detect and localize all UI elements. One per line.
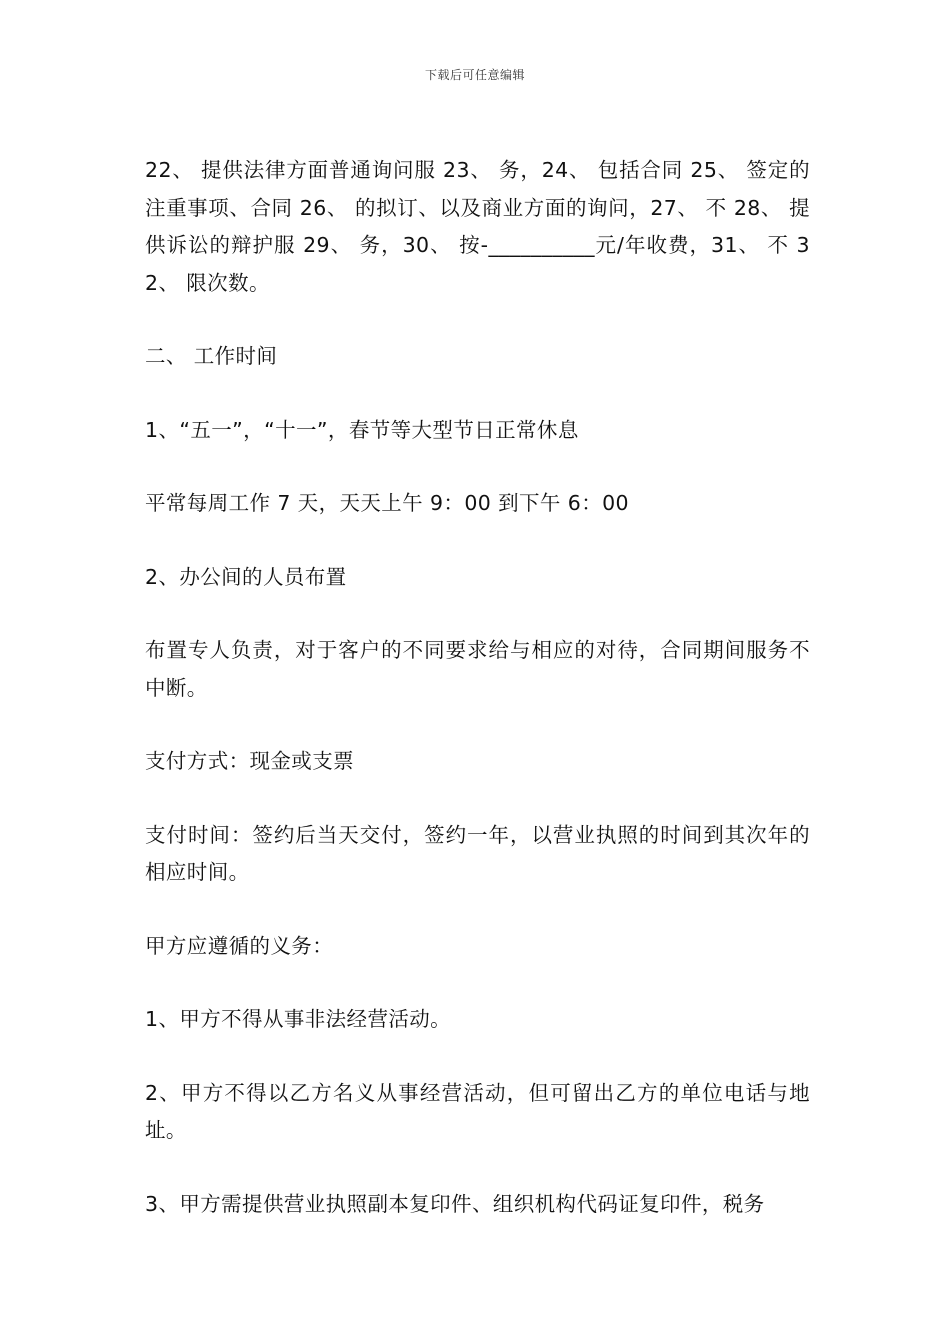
page-header: 下载后可任意编辑 bbox=[424, 68, 525, 82]
paragraph-dedicated-staff: 布置专人负责，对于客户的不同要求给与相应的对待，合同期间服务不中断。 bbox=[145, 638, 810, 700]
paragraph-staff-arrangement: 2、办公间的人员布置 bbox=[145, 564, 347, 589]
paragraph-payment-method: 支付方式：现金或支票 bbox=[145, 749, 354, 773]
paragraph-holidays: 1、“五一”，“十一”，春节等大型节日正常休息 bbox=[145, 417, 579, 442]
paragraph-services: 22、 提供法律方面普通询问服 23、 务，24、 包括合同 25、 签定的注重事项、合同 26、 的拟订、以及商业方面的询问，27、 不 28、 提供诉讼的辩护服 29、 务，30、 按-__________元/年收费，31、 不 32、 限次数。 bbox=[145, 158, 810, 295]
paragraph-payment-time: 支付时间：签约后当天交付，签约一年，以营业执照的时间到其次年的相应时间。 bbox=[145, 822, 810, 884]
paragraph-obligation-2: 2、甲方不得以乙方名义从事经营活动，但可留出乙方的单位电话与地址。 bbox=[145, 1080, 810, 1142]
paragraph-obligation-1: 1、甲方不得从事非法经营活动。 bbox=[145, 1007, 452, 1031]
paragraph-party-a-obligations: 甲方应遵循的义务： bbox=[145, 933, 334, 958]
section-heading-work-time: 二、 工作时间 bbox=[145, 344, 278, 368]
paragraph-weekly-hours: 平常每周工作 7 天，天天上午 9：00 到下午 6：00 bbox=[145, 491, 629, 515]
paragraph-obligation-3: 3、甲方需提供营业执照副本复印件、组织机构代码证复印件，税务 bbox=[145, 1191, 765, 1216]
document-body bbox=[145, 152, 810, 1223]
